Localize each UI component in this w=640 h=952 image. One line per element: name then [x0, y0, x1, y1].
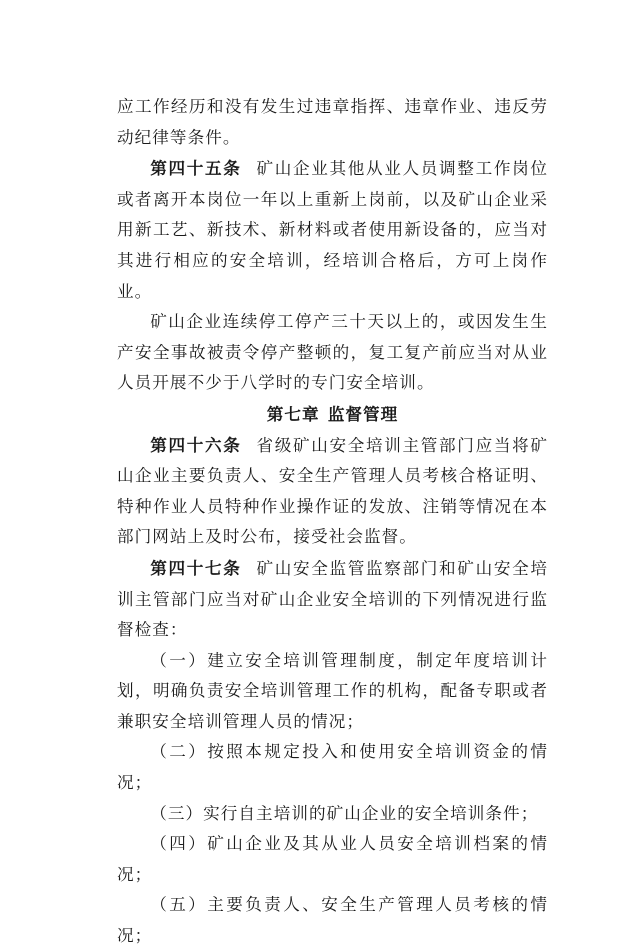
article-text: 矿山安全监管监察部门和矿山安全培训主管部门应当对矿山企业安全培训的下列情况进行监督检查： — [117, 558, 548, 640]
paragraph-continuation — [117, 92, 548, 153]
list-item-text: （四）矿山企业及其从业人员安全培训档案的情况； — [117, 834, 548, 884]
article-number: 第四十六条 — [150, 434, 242, 455]
article-text: 省级矿山安全培训主管部门应当将矿山企业主要负责人、安全生产管理人员考核合格证明、特种作业人员特种作业操作证的发放、注销等情况在本部门网站上及时公布，接受社会监督。 — [117, 435, 548, 547]
list-item-3 — [117, 799, 548, 830]
paragraph-text: 应工作经历和没有发生过违章指挥、违章作业、违反劳动纪律等条件。 — [117, 97, 548, 147]
list-item-5 — [117, 890, 548, 951]
list-item-text: （三）实行自主培训的矿山企业的安全培训条件； — [150, 803, 539, 823]
article-number: 第四十五条 — [150, 158, 242, 179]
list-item-4 — [117, 829, 548, 890]
article-text: 矿山企业其他从业人员调整工作岗位或者离开本岗位一年以上重新上岗前，以及矿山企业采用新工艺、新技术、新材料或者使用新设备的，应当对其进行相应的安全培训，经培训合格后，方可上岗作业。 — [117, 159, 548, 301]
list-item-2 — [117, 737, 548, 798]
article-46 — [117, 430, 548, 553]
list-item-text: （一）建立安全培训管理制度，制定年度培训计划，明确负责安全培训管理工作的机构，配备专职或者兼职安全培训管理人员的情况； — [117, 650, 548, 731]
article-45 — [117, 153, 548, 307]
paragraph-suspension — [117, 307, 548, 399]
article-47 — [117, 553, 548, 646]
chapter-number: 第七章 — [266, 403, 320, 424]
paragraph-text: 矿山企业连续停工停产三十天以上的，或因发生生产安全事故被责令停产整顿的，复工复产前应当对从业人员开展不少于八学时的专门安全培训。 — [117, 312, 548, 393]
article-number: 第四十七条 — [150, 557, 242, 578]
chapter-title: 监督管理 — [327, 403, 399, 424]
list-item-1 — [117, 646, 548, 738]
list-item-text: （五）主要负责人、安全生产管理人员考核的情况； — [117, 895, 548, 946]
chapter-heading — [117, 399, 548, 430]
list-item-text: （二）按照本规定投入和使用安全培训资金的情况； — [117, 742, 548, 793]
